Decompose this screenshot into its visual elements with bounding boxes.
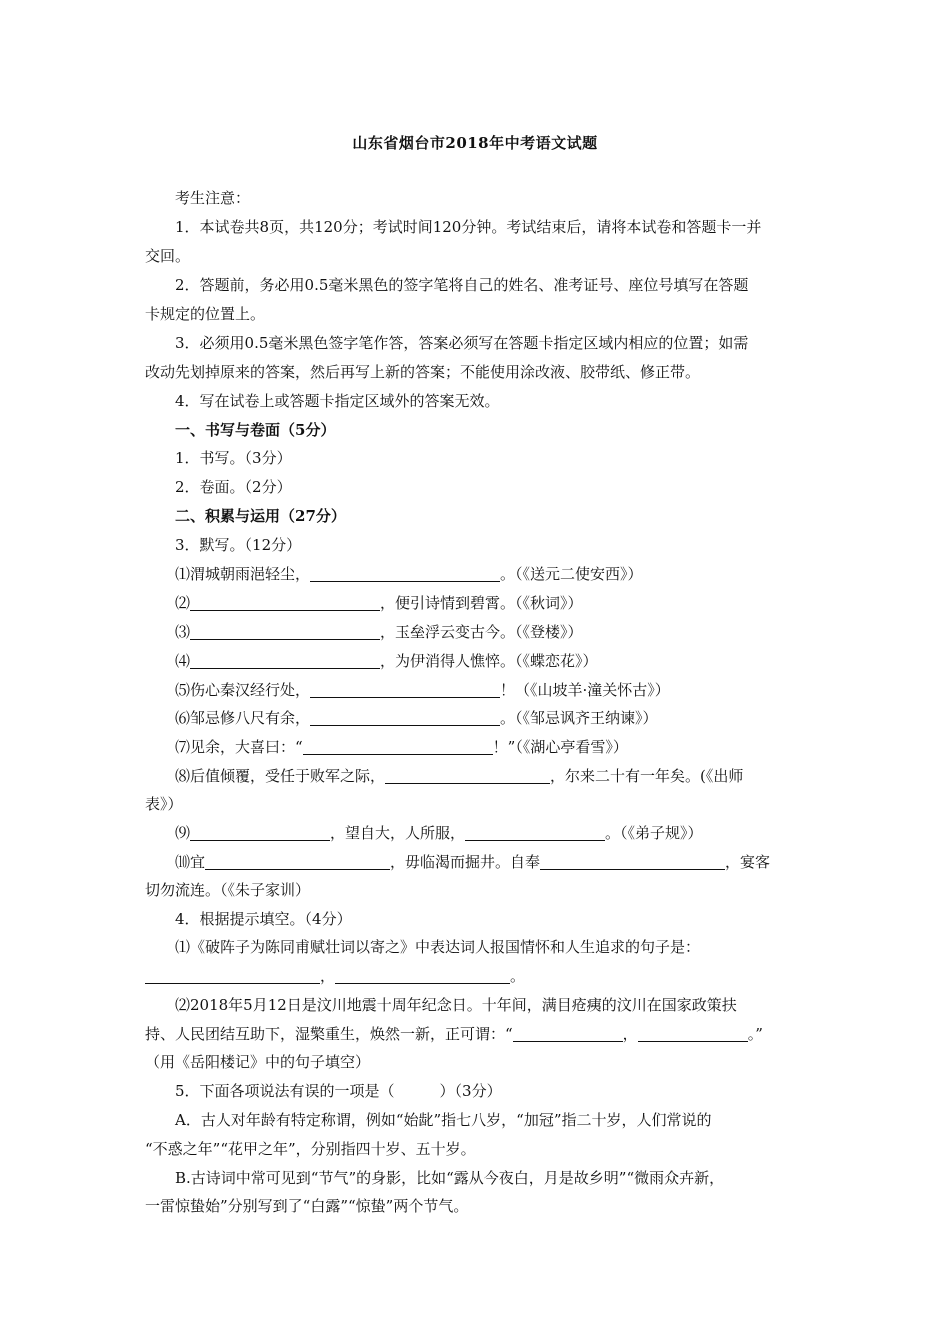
- answer-blank[interactable]: [540, 854, 725, 870]
- recite-item-2: ⑵ ，便引诗情到碧霄。（《秋词》）: [175, 594, 583, 612]
- recite-item-5: ⑸伤心秦汉经行处， ！（《山坡羊·潼关怀古》）: [175, 681, 670, 699]
- page-title: 山东省烟台市2018年中考语文试题: [352, 134, 598, 152]
- answer-blank[interactable]: [335, 968, 510, 984]
- answer-blank[interactable]: [303, 739, 493, 755]
- answer-blank[interactable]: [190, 595, 380, 611]
- question-4-2-cont: 持、人民团结互助下，湿檠重生，焕然一新，正可谓：“ ， 。”: [145, 1025, 763, 1043]
- answer-blank[interactable]: [513, 1026, 623, 1042]
- notice-heading: 考生注意：: [175, 189, 251, 207]
- recite-item-4: ⑷ ，为伊消得人憔悴。（《蝶恋花》）: [175, 652, 598, 670]
- answer-blank[interactable]: [310, 682, 500, 698]
- recite-item-1: ⑴渭城朝雨浥轻尘， 。（《送元二使安西》）: [175, 565, 643, 583]
- recite-item-10: ⑽宜 ，毋临渴而掘井。自奉 ，宴客: [175, 853, 771, 871]
- recite-item-6: ⑹邹忌修八尺有余， 。（《邹忌讽齐王纳谏》）: [175, 709, 658, 727]
- question-3: 3．默写。（12分）: [175, 536, 302, 554]
- answer-blank[interactable]: [385, 768, 550, 784]
- option-b-cont: 一雷惊蛰始”分别写到了“白露”“惊蛰”两个节气。: [145, 1197, 469, 1215]
- answer-blank[interactable]: [205, 854, 390, 870]
- question-1: 1．书写。（3分）: [175, 449, 292, 467]
- notice-3-cont: 改动先划掉原来的答案，然后再写上新的答案；不能使用涂改液、胶带纸、修正带。: [145, 363, 701, 381]
- answer-blank[interactable]: [190, 825, 330, 841]
- recite-item-3: ⑶ ，玉垒浮云变古今。（《登楼》）: [175, 623, 583, 641]
- answer-blank[interactable]: [145, 968, 320, 984]
- answer-blank[interactable]: [638, 1026, 748, 1042]
- notice-3: 3．必须用0.5毫米黑色签字笔作答，答案必须写在答题卡指定区域内相应的位置；如需: [175, 334, 749, 352]
- section-2-heading: 二、积累与运用（27分）: [175, 507, 346, 525]
- notice-4: 4．写在试卷上或答题卡指定区域外的答案无效。: [175, 392, 500, 410]
- recite-item-7: ⑺见余，大喜曰：“ ！”（《湖心亭看雪》）: [175, 738, 628, 756]
- recite-item-10-cont: 切勿流连。（《朱子家训）: [145, 881, 311, 899]
- answer-blank[interactable]: [310, 566, 500, 582]
- option-a: A．古人对年龄有特定称谓，例如“始龀”指七八岁，“加冠”指二十岁，人们常说的: [175, 1111, 712, 1129]
- option-b: B.古诗词中常可见到“节气”的身影，比如“露从今夜白，月是故乡明”“微雨众卉新，: [175, 1169, 725, 1187]
- notice-2-cont: 卡规定的位置上。: [145, 305, 266, 323]
- section-1-heading: 一、书写与卷面（5分）: [175, 421, 336, 439]
- question-4-1: ⑴《破阵子为陈同甫赋壮词以寄之》中表达词人报国情怀和人生追求的句子是：: [175, 938, 701, 956]
- question-2: 2．卷面。（2分）: [175, 478, 292, 496]
- notice-2: 2．答题前，务必用0.5毫米黑色的签字笔将自己的姓名、准考证号、座位号填写在答题: [175, 276, 749, 294]
- notice-1: 1．本试卷共8页，共120分；考试时间120分钟。考试结束后，请将本试卷和答题卡一并: [175, 218, 762, 236]
- recite-item-8-cont: 表》）: [145, 795, 183, 813]
- option-a-cont: “不惑之年”“花甲之年”，分别指四十岁、五十岁。: [145, 1140, 476, 1158]
- notice-1-cont: 交回。: [145, 247, 191, 265]
- question-4-1-blanks: ， 。: [145, 966, 815, 986]
- answer-blank[interactable]: [465, 825, 605, 841]
- recite-item-8: ⑻后值倾覆，受任于败军之际， ，尔来二十有一年矣。(《出师: [175, 767, 744, 785]
- question-4-2: ⑵2018年5月12日是汶川地震十周年纪念日。十年间，满目疮痍的汶川在国家政策扶: [175, 996, 737, 1014]
- question-4: 4．根据提示填空。（4分）: [175, 910, 352, 928]
- answer-blank[interactable]: [190, 624, 380, 640]
- question-5: 5．下面各项说法有误的一项是（ ）（3分）: [175, 1082, 502, 1100]
- question-4-2-note: （用《岳阳楼记》中的句子填空）: [145, 1053, 371, 1071]
- answer-blank[interactable]: [310, 710, 500, 726]
- recite-item-9: ⑼ ，望自大，人所服， 。（《弟子规》）: [175, 824, 703, 842]
- answer-blank[interactable]: [190, 653, 380, 669]
